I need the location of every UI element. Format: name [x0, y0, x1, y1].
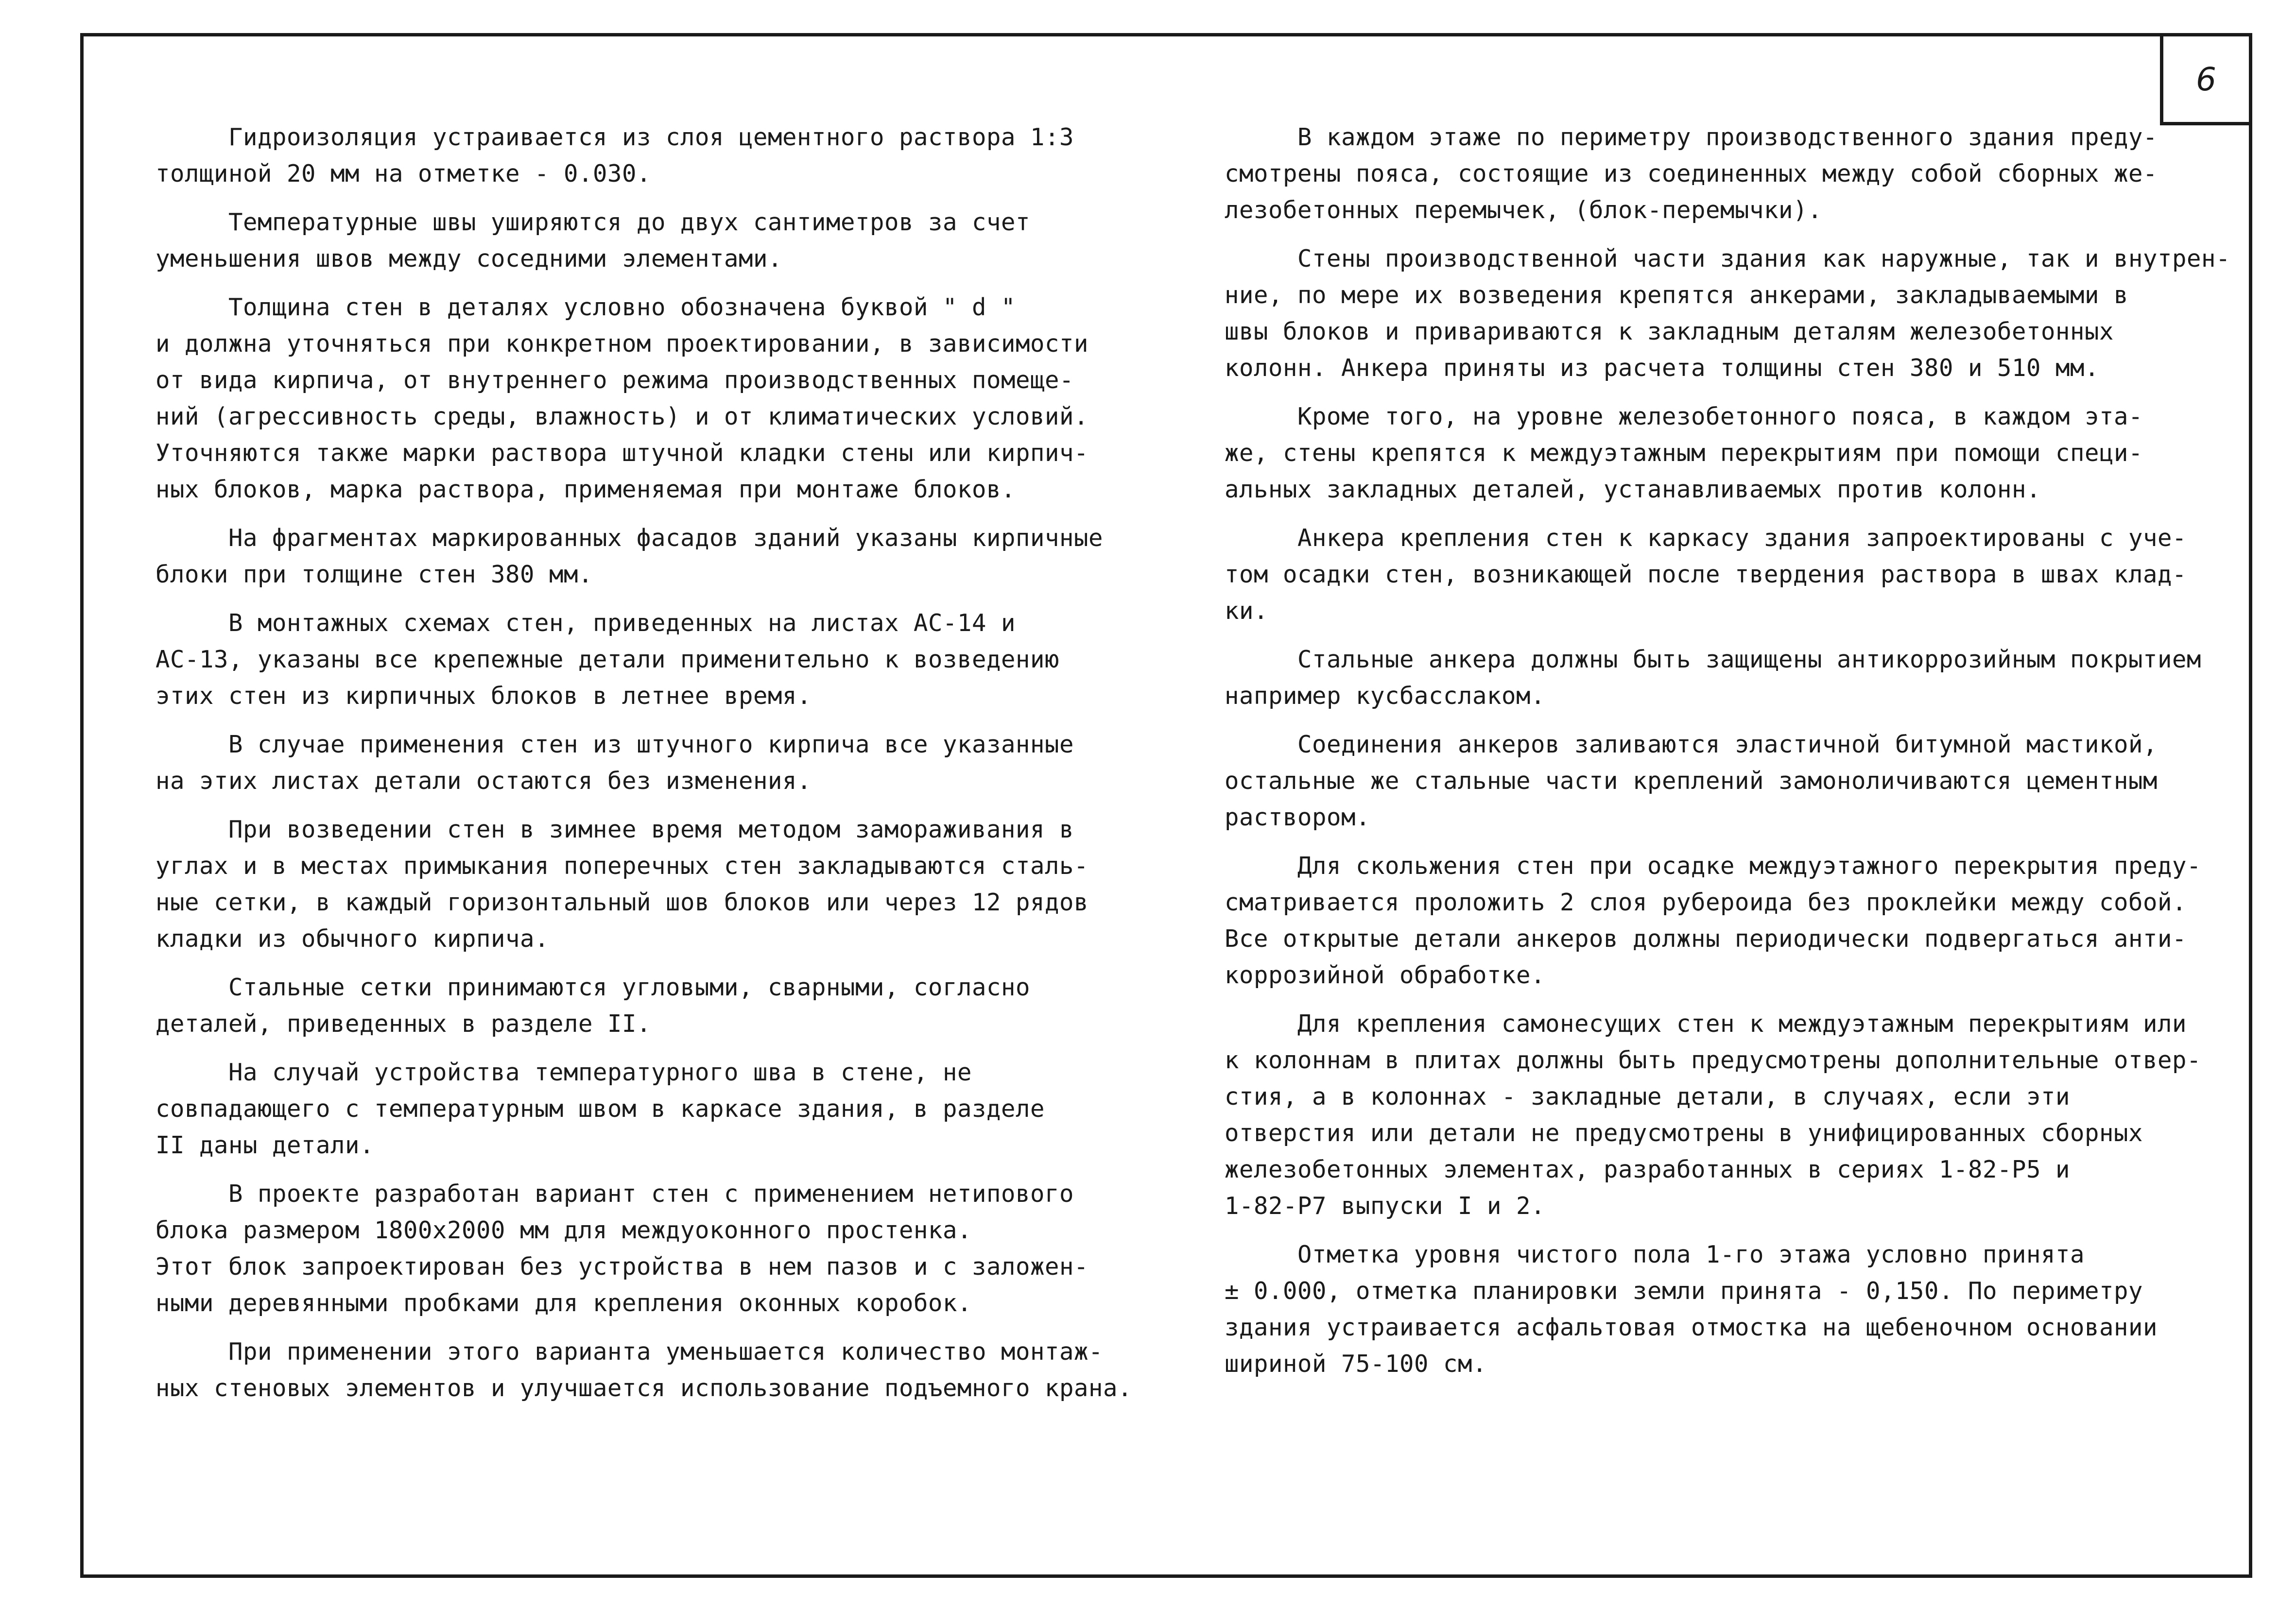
text-line: коррозийной обработке.: [1225, 961, 1546, 989]
text-line: Отметка уровня чистого пола 1-го этажа условно принята: [1225, 1241, 2085, 1268]
text-line: швы блоков и привариваются к закладным деталям железобетонных: [1225, 318, 2114, 345]
paragraph: [155, 289, 1176, 508]
text-line: же, стены крепятся к междуэтажным перекрытиям при помощи специ-: [1225, 439, 2143, 467]
text-line: ний (агрессивность среды, влажность) и от климатических условий.: [155, 403, 1089, 430]
text-line: стия, а в колоннах - закладные детали, в случаях, если эти: [1225, 1083, 2071, 1111]
paragraph: [1225, 1006, 2245, 1224]
paragraph: [1225, 520, 2245, 629]
text-line: При применении этого варианта уменьшается количество монтаж-: [155, 1338, 1104, 1366]
text-line: углах и в местах примыкания поперечных стен закладываются сталь-: [155, 852, 1089, 880]
text-line: лезобетонных перемычек, (блок-перемычки).: [1225, 196, 1823, 224]
paragraph: [155, 1054, 1176, 1163]
text-line: деталей, приведенных в разделе II.: [155, 1010, 652, 1038]
page-number: 6: [2160, 33, 2252, 125]
right-text-column: [1225, 119, 2245, 1394]
text-line: остальные же стальные части креплений замоноличиваются цементным: [1225, 767, 2158, 795]
paragraph: [155, 605, 1176, 714]
text-line: здания устраивается асфальтовая отмостка на щебеночном основании: [1225, 1314, 2158, 1341]
text-line: сматривается проложить 2 слоя рубероида без проклейки между собой.: [1225, 889, 2187, 916]
text-line: ными деревянными пробками для крепления оконных коробок.: [155, 1289, 972, 1317]
paragraph: [1225, 398, 2245, 508]
text-line: В каждом этаже по периметру производственного здания преду-: [1225, 123, 2158, 151]
text-line: железобетонных элементах, разработанных в сериях 1-82-Р5 и: [1225, 1156, 2071, 1183]
text-line: Уточняются также марки раствора штучной кладки стены или кирпич-: [155, 439, 1089, 467]
paragraph: [1225, 641, 2245, 714]
paragraph: [155, 1333, 1176, 1406]
text-line: ных блоков, марка раствора, применяемая при монтаже блоков.: [155, 476, 1016, 503]
text-line: II даны детали.: [155, 1131, 375, 1159]
text-line: от вида кирпича, от внутреннего режима производственных помеще-: [155, 366, 1074, 394]
text-line: На случай устройства температурного шва в стене, не: [155, 1059, 972, 1086]
text-line: В случае применения стен из штучного кирпича все указанные: [155, 731, 1074, 758]
text-line: ных стеновых элементов и улучшается использование подъемного крана.: [155, 1374, 1133, 1402]
text-line: блока размером 1800х2000 мм для междуоконного простенка.: [155, 1216, 972, 1244]
paragraph: [155, 1176, 1176, 1321]
text-line: ные сетки, в каждый горизонтальный шов блоков или через 12 рядов: [155, 889, 1089, 916]
text-line: Стальные сетки принимаются угловыми, сварными, согласно: [155, 974, 1031, 1001]
paragraph: [1225, 848, 2245, 993]
text-line: Кроме того, на уровне железобетонного пояса, в каждом эта-: [1225, 403, 2143, 430]
text-line: к колоннам в плитах должны быть предусмотрены дополнительные отвер-: [1225, 1046, 2202, 1074]
paragraph: [1225, 726, 2245, 836]
paragraph: [1225, 240, 2245, 386]
text-line: отверстия или детали не предусмотрены в унифицированных сборных: [1225, 1119, 2143, 1147]
text-line: на этих листах детали остаются без изменения.: [155, 767, 812, 795]
paragraph: [1225, 1236, 2245, 1382]
text-line: том осадки стен, возникающей после твердения раствора в швах клад-: [1225, 561, 2187, 588]
text-line: этих стен из кирпичных блоков в летнее время.: [155, 682, 812, 710]
text-line: уменьшения швов между соседними элементами.: [155, 245, 783, 273]
text-line: блоки при толщине стен 380 мм.: [155, 561, 593, 588]
text-line: толщиной 20 мм на отметке - 0.030.: [155, 160, 652, 188]
text-line: Все открытые детали анкеров должны периодически подвергаться анти-: [1225, 925, 2187, 953]
text-line: Для скольжения стен при осадке междуэтажного перекрытия преду-: [1225, 852, 2202, 880]
paragraph: [155, 811, 1176, 957]
text-line: и должна уточняться при конкретном проектировании, в зависимости: [155, 330, 1089, 358]
text-line: совпадающего с температурным швом в каркасе здания, в разделе: [155, 1095, 1045, 1123]
text-line: Соединения анкеров заливаются эластичной битумной мастикой,: [1225, 731, 2158, 758]
paragraph: [1225, 119, 2245, 228]
text-line: шириной 75-100 см.: [1225, 1350, 1487, 1378]
text-line: Температурные швы уширяются до двух сантиметров за счет: [155, 208, 1031, 236]
text-line: колонн. Анкера приняты из расчета толщины стен 380 и 510 мм.: [1225, 354, 2100, 382]
text-line: Стены производственной части здания как наружные, так и внутрен-: [1225, 245, 2231, 273]
text-line: 1-82-Р7 выпуски I и 2.: [1225, 1192, 1546, 1220]
text-line: Этот блок запроектирован без устройства в нем пазов и с заложен-: [155, 1253, 1089, 1281]
paragraph: [155, 204, 1176, 277]
text-line: ± 0.000, отметка планировки земли принята - 0,150. По периметру: [1225, 1277, 2143, 1305]
text-line: Толщина стен в деталях условно обозначена буквой " d ": [155, 293, 1016, 321]
text-line: АС-13, указаны все крепежные детали применительно к возведению: [155, 646, 1060, 673]
text-line: В проекте разработан вариант стен с применением нетипового: [155, 1180, 1074, 1208]
text-line: например кусбасслаком.: [1225, 682, 1546, 710]
text-line: ки.: [1225, 597, 1269, 625]
text-line: При возведении стен в зимнее время методом замораживания в: [155, 816, 1074, 843]
text-line: Стальные анкера должны быть защищены антикоррозийным покрытием: [1225, 646, 2202, 673]
paragraph: [155, 726, 1176, 799]
text-line: Гидроизоляция устраивается из слоя цементного раствора 1:3: [155, 123, 1074, 151]
left-text-column: [155, 119, 1176, 1419]
paragraph: [155, 969, 1176, 1042]
paragraph: [155, 520, 1176, 593]
text-line: альных закладных деталей, устанавливаемых против колонн.: [1225, 476, 2041, 503]
text-line: кладки из обычного кирпича.: [155, 925, 550, 953]
text-line: раствором.: [1225, 804, 1371, 831]
text-line: ние, по мере их возведения крепятся анкерами, закладываемыми в: [1225, 281, 2129, 309]
text-line: В монтажных схемах стен, приведенных на листах АС-14 и: [155, 609, 1016, 637]
text-line: На фрагментах маркированных фасадов зданий указаны кирпичные: [155, 524, 1104, 552]
paragraph: [155, 119, 1176, 192]
text-line: Анкера крепления стен к каркасу здания запроектированы с уче-: [1225, 524, 2187, 552]
text-line: Для крепления самонесущих стен к междуэтажным перекрытиям или: [1225, 1010, 2187, 1038]
text-line: смотрены пояса, состоящие из соединенных между собой сборных же-: [1225, 160, 2158, 188]
